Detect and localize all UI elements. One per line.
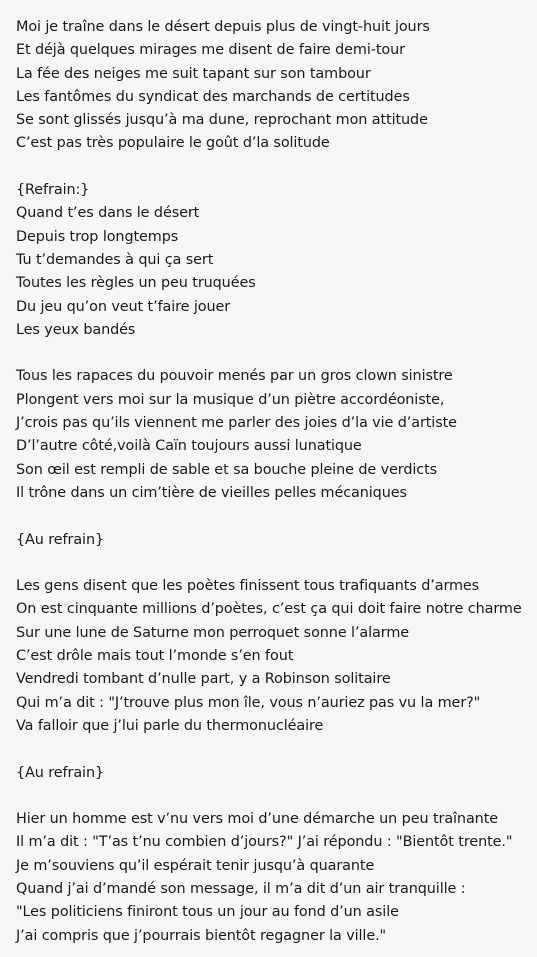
stanza <box>16 16 533 156</box>
lyric-line: Vendredi tombant d’nulle part, y a Robinson solitaire <box>16 671 391 688</box>
lyric-line: Et déjà quelques mirages me disent de faire demi-tour <box>16 42 405 59</box>
lyric-line: Quand j’ai d’mandé son message, il m’a dit d’un air tranquille : <box>16 880 466 897</box>
lyric-line: D’l’autre côté,voilà Caïn toujours aussi lunatique <box>16 438 362 455</box>
lyric-line: Les fantômes du syndicat des marchands de certitudes <box>16 88 410 105</box>
lyric-line: Moi je traîne dans le désert depuis plus de vingt-huit jours <box>16 19 430 35</box>
lyric-line: Se sont glissés jusqu’à ma dune, reprochant mon attitude <box>16 112 428 129</box>
lyric-line: Toutes les règles un peu truquées <box>16 275 256 292</box>
stanza <box>16 808 533 948</box>
lyric-line: Qui m’a dit : "J’trouve plus mon île, vous n’auriez pas vu la mer?" <box>16 694 481 711</box>
lyric-line: Je m’souviens qu’il espérait tenir jusqu’à quarante <box>16 857 375 874</box>
lyric-line: Hier un homme est v’nu vers moi d’une démarche un peu traînante <box>16 811 498 828</box>
lyric-line: Plongent vers moi sur la musique d’un piètre accordéoniste, <box>16 391 445 408</box>
lyric-line: Les gens disent que les poètes finissent tous trafiquants d’armes <box>16 578 480 595</box>
stanza <box>16 762 533 785</box>
lyric-line: Sur une lune de Saturne mon perroquet sonne l’alarme <box>16 624 409 641</box>
lyric-line: J’ai compris que j’pourrais bientôt regagner la ville." <box>16 927 387 944</box>
lyric-line: On est cinquante millions d’poètes, c’est ça qui doit faire notre charme <box>16 601 522 618</box>
lyric-line: C’est pas très populaire le goût d’la solitude <box>16 135 330 152</box>
lyric-line: J’crois pas qu’ils viennent me parler des joies d’la vie d’artiste <box>16 415 457 432</box>
lyric-line: Depuis trop longtemps <box>16 228 179 245</box>
lyric-line: Tous les rapaces du pouvoir menés par un gros clown sinistre <box>16 368 453 385</box>
stanza <box>16 179 533 342</box>
lyric-line: Va falloir que j’lui parle du thermonucléaire <box>16 717 324 734</box>
lyric-line: {Au refrain} <box>16 531 105 548</box>
lyric-line: {Au refrain} <box>16 764 105 781</box>
lyric-line: Son œil est rempli de sable et sa bouche pleine de verdicts <box>16 461 438 478</box>
lyric-line: Il m’a dit : "T’as t’nu combien d’jours?" J’ai répondu : "Bientôt trente." <box>16 834 513 851</box>
lyric-line: Les yeux bandés <box>16 321 136 338</box>
lyrics-document <box>16 16 533 948</box>
stanza <box>16 529 533 552</box>
stanza <box>16 575 533 738</box>
lyric-line: Tu t’demandes à qui ça sert <box>16 251 214 268</box>
lyric-line: C’est drôle mais tout l’monde s’en fout <box>16 648 294 665</box>
lyric-line: Quand t’es dans le désert <box>16 205 200 222</box>
lyric-line: "Les politiciens finiront tous un jour au fond d’un asile <box>16 904 399 921</box>
lyric-line: Il trône dans un cim’tière de vieilles pelles mécaniques <box>16 484 407 501</box>
lyric-line: La fée des neiges me suit tapant sur son tambour <box>16 65 371 82</box>
lyric-line: {Refrain:} <box>16 182 90 199</box>
stanza <box>16 365 533 505</box>
lyric-line: Du jeu qu’on veut t’faire jouer <box>16 298 231 315</box>
